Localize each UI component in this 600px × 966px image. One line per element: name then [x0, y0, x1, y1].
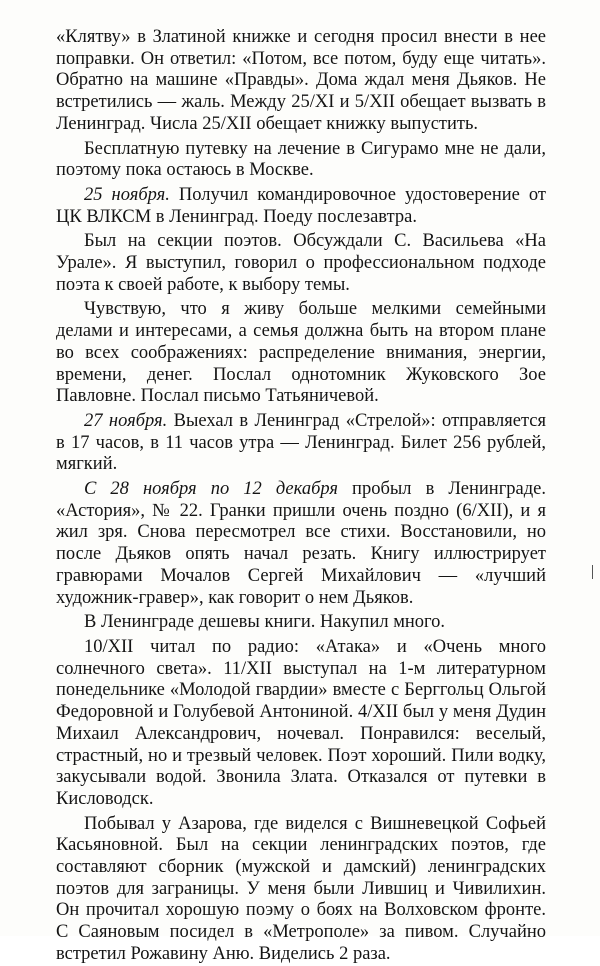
- paragraph-1-text: «Клятву» в Златиной книжке и сегодня просил внести в нее поправки. Он ответил: «Потом, все потом, буду еще читать». Обратно на машине «Правды». Дома ждал меня Дьяков. Не встретились — жаль. Между 25/XI и 5/XII обещает вызвать в Ленинград. Числа 25/XII обещает книжку выпустить.: [56, 27, 546, 134]
- paragraph-3: [56, 185, 546, 228]
- paragraph-5: [56, 299, 546, 408]
- paragraph-7-text: пробыл в Ленинграде. «Астория», № 22. Гранки пришли очень поздно (6/XII), и я жил зря. Снова пересмотрел все стихи. Восстановили, но после Дьяков опять начал резать. Книгу иллюстрирует гравюрами Мочалов Сергей Михайлович — «лучший художник-гравер», как говорит о нем Дьяков.: [56, 479, 547, 608]
- paragraph-2: [56, 139, 546, 182]
- paragraph-8: [56, 612, 546, 634]
- entry-date: 25 ноября.: [84, 184, 170, 205]
- entry-date: 27 ноября.: [84, 410, 168, 431]
- paragraph-1: [56, 27, 546, 136]
- diary-text: [56, 27, 546, 966]
- paragraph-9: [56, 637, 546, 811]
- paragraph-7: [56, 479, 546, 609]
- paragraph-10-text: Побывал у Азарова, где виделся с Вишневецкой Софьей Касьяновной. Был на секции ленинградских поэтов, где составляют сборник (мужской и дамский) ленинградских поэтов для заграницы. У меня были Лившиц и Чивилихин. Он прочитал хорошую поэму о боях на Волховском фронте. С Саяновым посидел в «Метрополе» за пивом. Случайно встретил Рожавину Аню. Виделись 2 раза.: [56, 813, 546, 964]
- paragraph-6-text: Выехал в Ленинград «Стрелой»: отправляется в 17 часов, в 11 часов утра — Ленинград. Билет 256 рублей, мягкий.: [56, 410, 546, 475]
- entry-date: С 28 ноября по 12 декабря: [84, 479, 338, 500]
- margin-mark: [592, 565, 593, 579]
- paragraph-4-text: Был на секции поэтов. Обсуждали С. Васильева «На Урале». Я выступил, говорил о профессиональном подходе поэта к своей работе, к выбору темы.: [56, 231, 546, 295]
- paragraph-9-text: 10/XII читал по радио: «Атака» и «Очень много солнечного света». 11/XII выступал на 1-м литературном понедельнике «Молодой гвардии» вместе с Берггольц Ольгой Федоровной и Голубевой Антониной. 4/XII был у меня Дудин Михаил Александрович, ночевал. Понравился: веселый, страстный, но и трезвый человек. Поэт хороший. Пили водку, закусывали водой. Звонила Злата. Отказался от путевки в Кисловодск.: [56, 636, 546, 809]
- paragraph-3-text: Получил командировочное удостоверение от ЦК ВЛКСМ в Ленинград. Поеду послезавтра.: [56, 184, 546, 227]
- paragraph-2-text: Бесплатную путевку на лечение в Сигурамо мне не дали, поэтому пока остаюсь в Москве.: [56, 138, 546, 181]
- paragraph-8-text: В Ленинграде дешевы книги. Накупил много.: [84, 612, 446, 633]
- paragraph-6: [56, 411, 546, 476]
- paragraph-4: [56, 231, 546, 296]
- paragraph-5-text: Чувствую, что я живу больше мелкими семейными делами и интересами, а семья должна быть на втором плане во всех соображениях: распределение внимания, энергии, времени, денег. Послал однотомник Жуковского Зое Павловне. Послал письмо Татьяничевой.: [56, 299, 546, 407]
- paragraph-10: [56, 814, 546, 966]
